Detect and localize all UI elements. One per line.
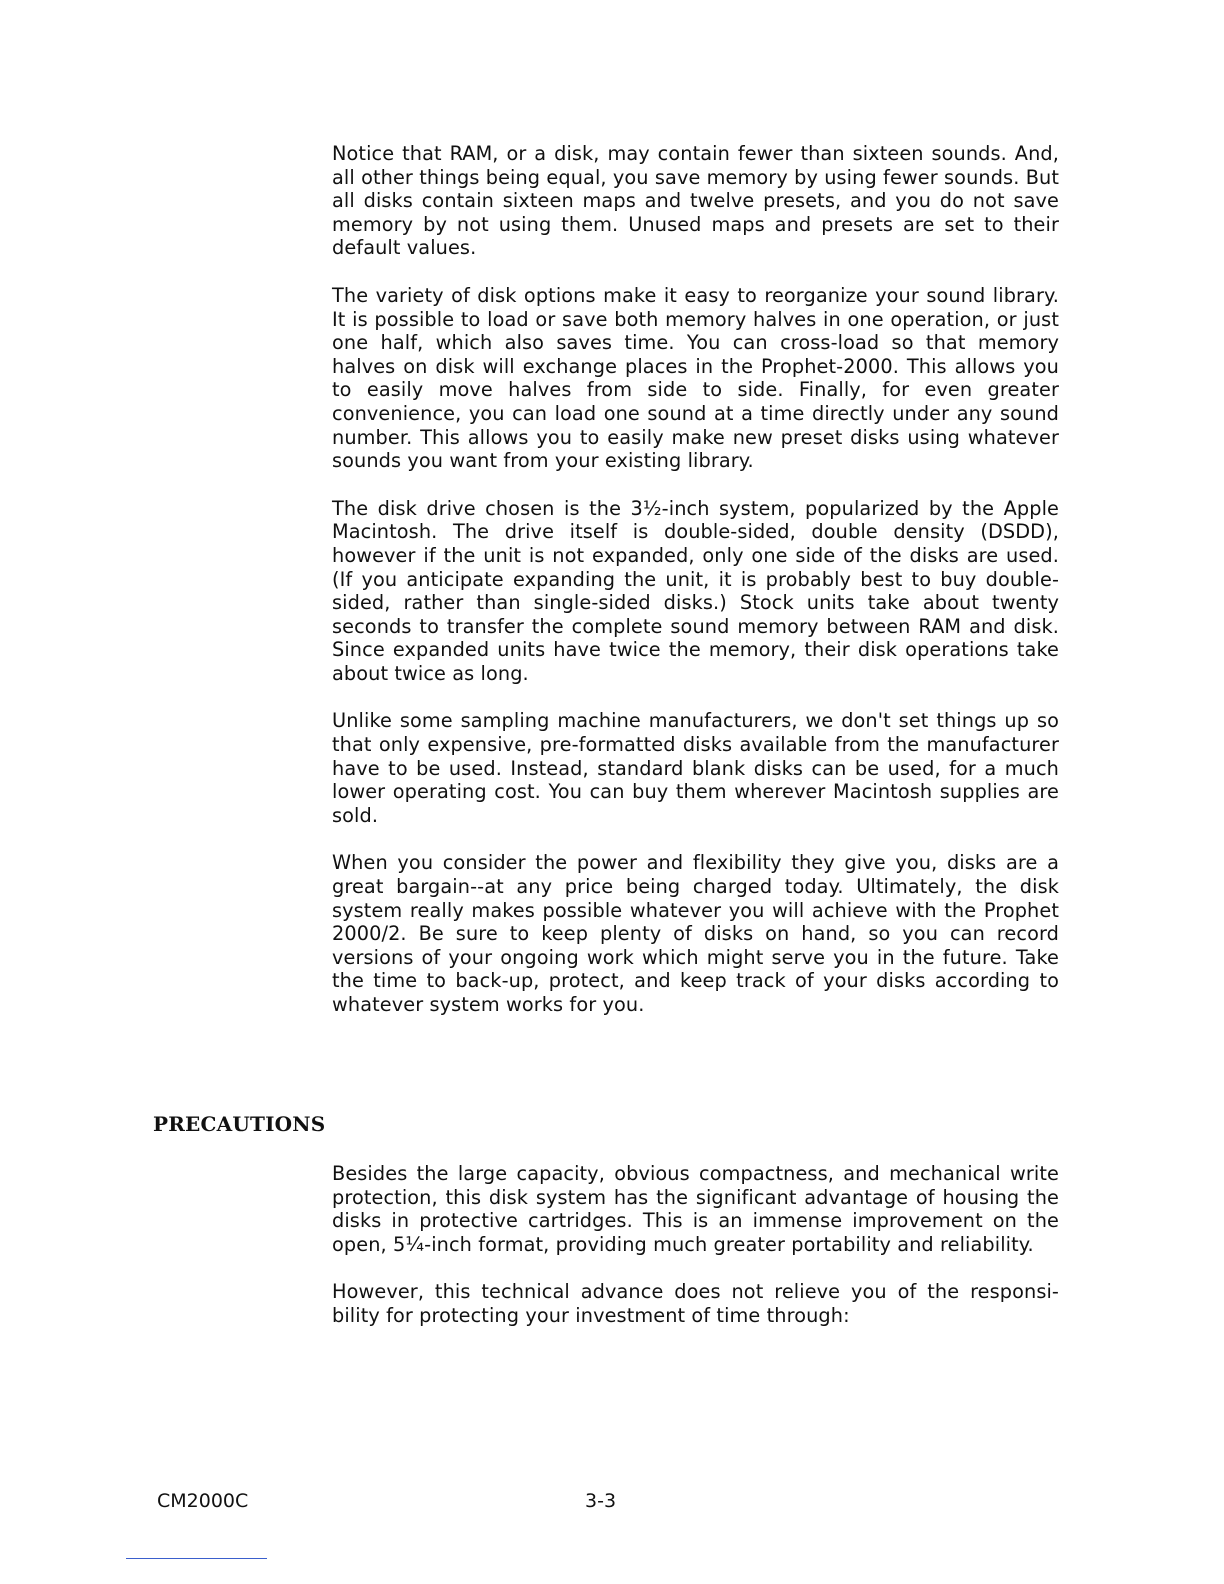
footer-document-code: CM2000C: [157, 1490, 249, 1512]
paragraph-responsibility: However, this technical advance does not relieve you of the responsi-bility for protecting your investment of time through:: [332, 1280, 1059, 1327]
paragraph-disk-drive: The disk drive chosen is the 3½-inch system, popularized by the Apple Macintosh. The drive itself is double-sided, double density (DSDD), however if the unit is not expanded, only one side of the disks are used. (If you anticipate expanding the unit, it is probably best to buy double-sided, rather than single-sided disks.) Stock units take about twenty seconds to transfer the complete sound memory between RAM and disk. Since expanded units have twice the memory, their disk operations take about twice as long.: [332, 496, 1059, 685]
paragraph-disk-options: The variety of disk options make it easy to reorganize your sound library. It is possible to load or save both memory halves in one operation, or just one half, which also saves time. You can cross-load so that memory halves on disk will exchange places in the Prophet-2000. This allows you to easily move halves from side to side. Finally, for even greater convenience, you can load one sound at a time directly under any sound number. This allows you to easily make new preset disks using whatever sounds you want from your existing library.: [332, 283, 1059, 473]
body-text-column: [332, 142, 1059, 1017]
paragraph-memory-usage: Notice that RAM, or a disk, may contain fewer than sixteen sounds. And, all other things being equal, you save memory by using fewer sounds. But all disks contain sixteen maps and twelve presets, and you do not save memory by not using them. Unused maps and presets are set to their default values.: [332, 142, 1059, 260]
paragraph-disk-value: When you consider the power and flexibility they give you, disks are a great bargain--at any price being charged today. Ultimately, the disk system really makes possible whatever you will achieve with the Prophet 2000/2. Be sure to keep plenty of disks on hand, so you can record versions of your ongoing work which might serve you in the future. Take the time to back-up, protect, and keep track of your disks according to whatever system works for you.: [332, 851, 1059, 1016]
paragraph-protective-cartridges: Besides the large capacity, obvious compactness, and mechanical write protection, this disk system has the significant advantage of housing the disks in protective cartridges. This is an immense improvement on the open, 5¼-inch format, providing much greater portability and reliability.: [332, 1162, 1059, 1256]
footer-page-number: 3-3: [585, 1490, 617, 1512]
precautions-text-column: [332, 1162, 1059, 1328]
section-heading-precautions: PRECAUTIONS: [153, 1112, 326, 1136]
footnote-rule: [126, 1558, 267, 1559]
paragraph-blank-disks: Unlike some sampling machine manufacturers, we don't set things up so that only expensive, pre-formatted disks available from the manufacturer have to be used. Instead, standard blank disks can be used, for a much lower operating cost. You can buy them wherever Macintosh supplies are sold.: [332, 709, 1059, 827]
